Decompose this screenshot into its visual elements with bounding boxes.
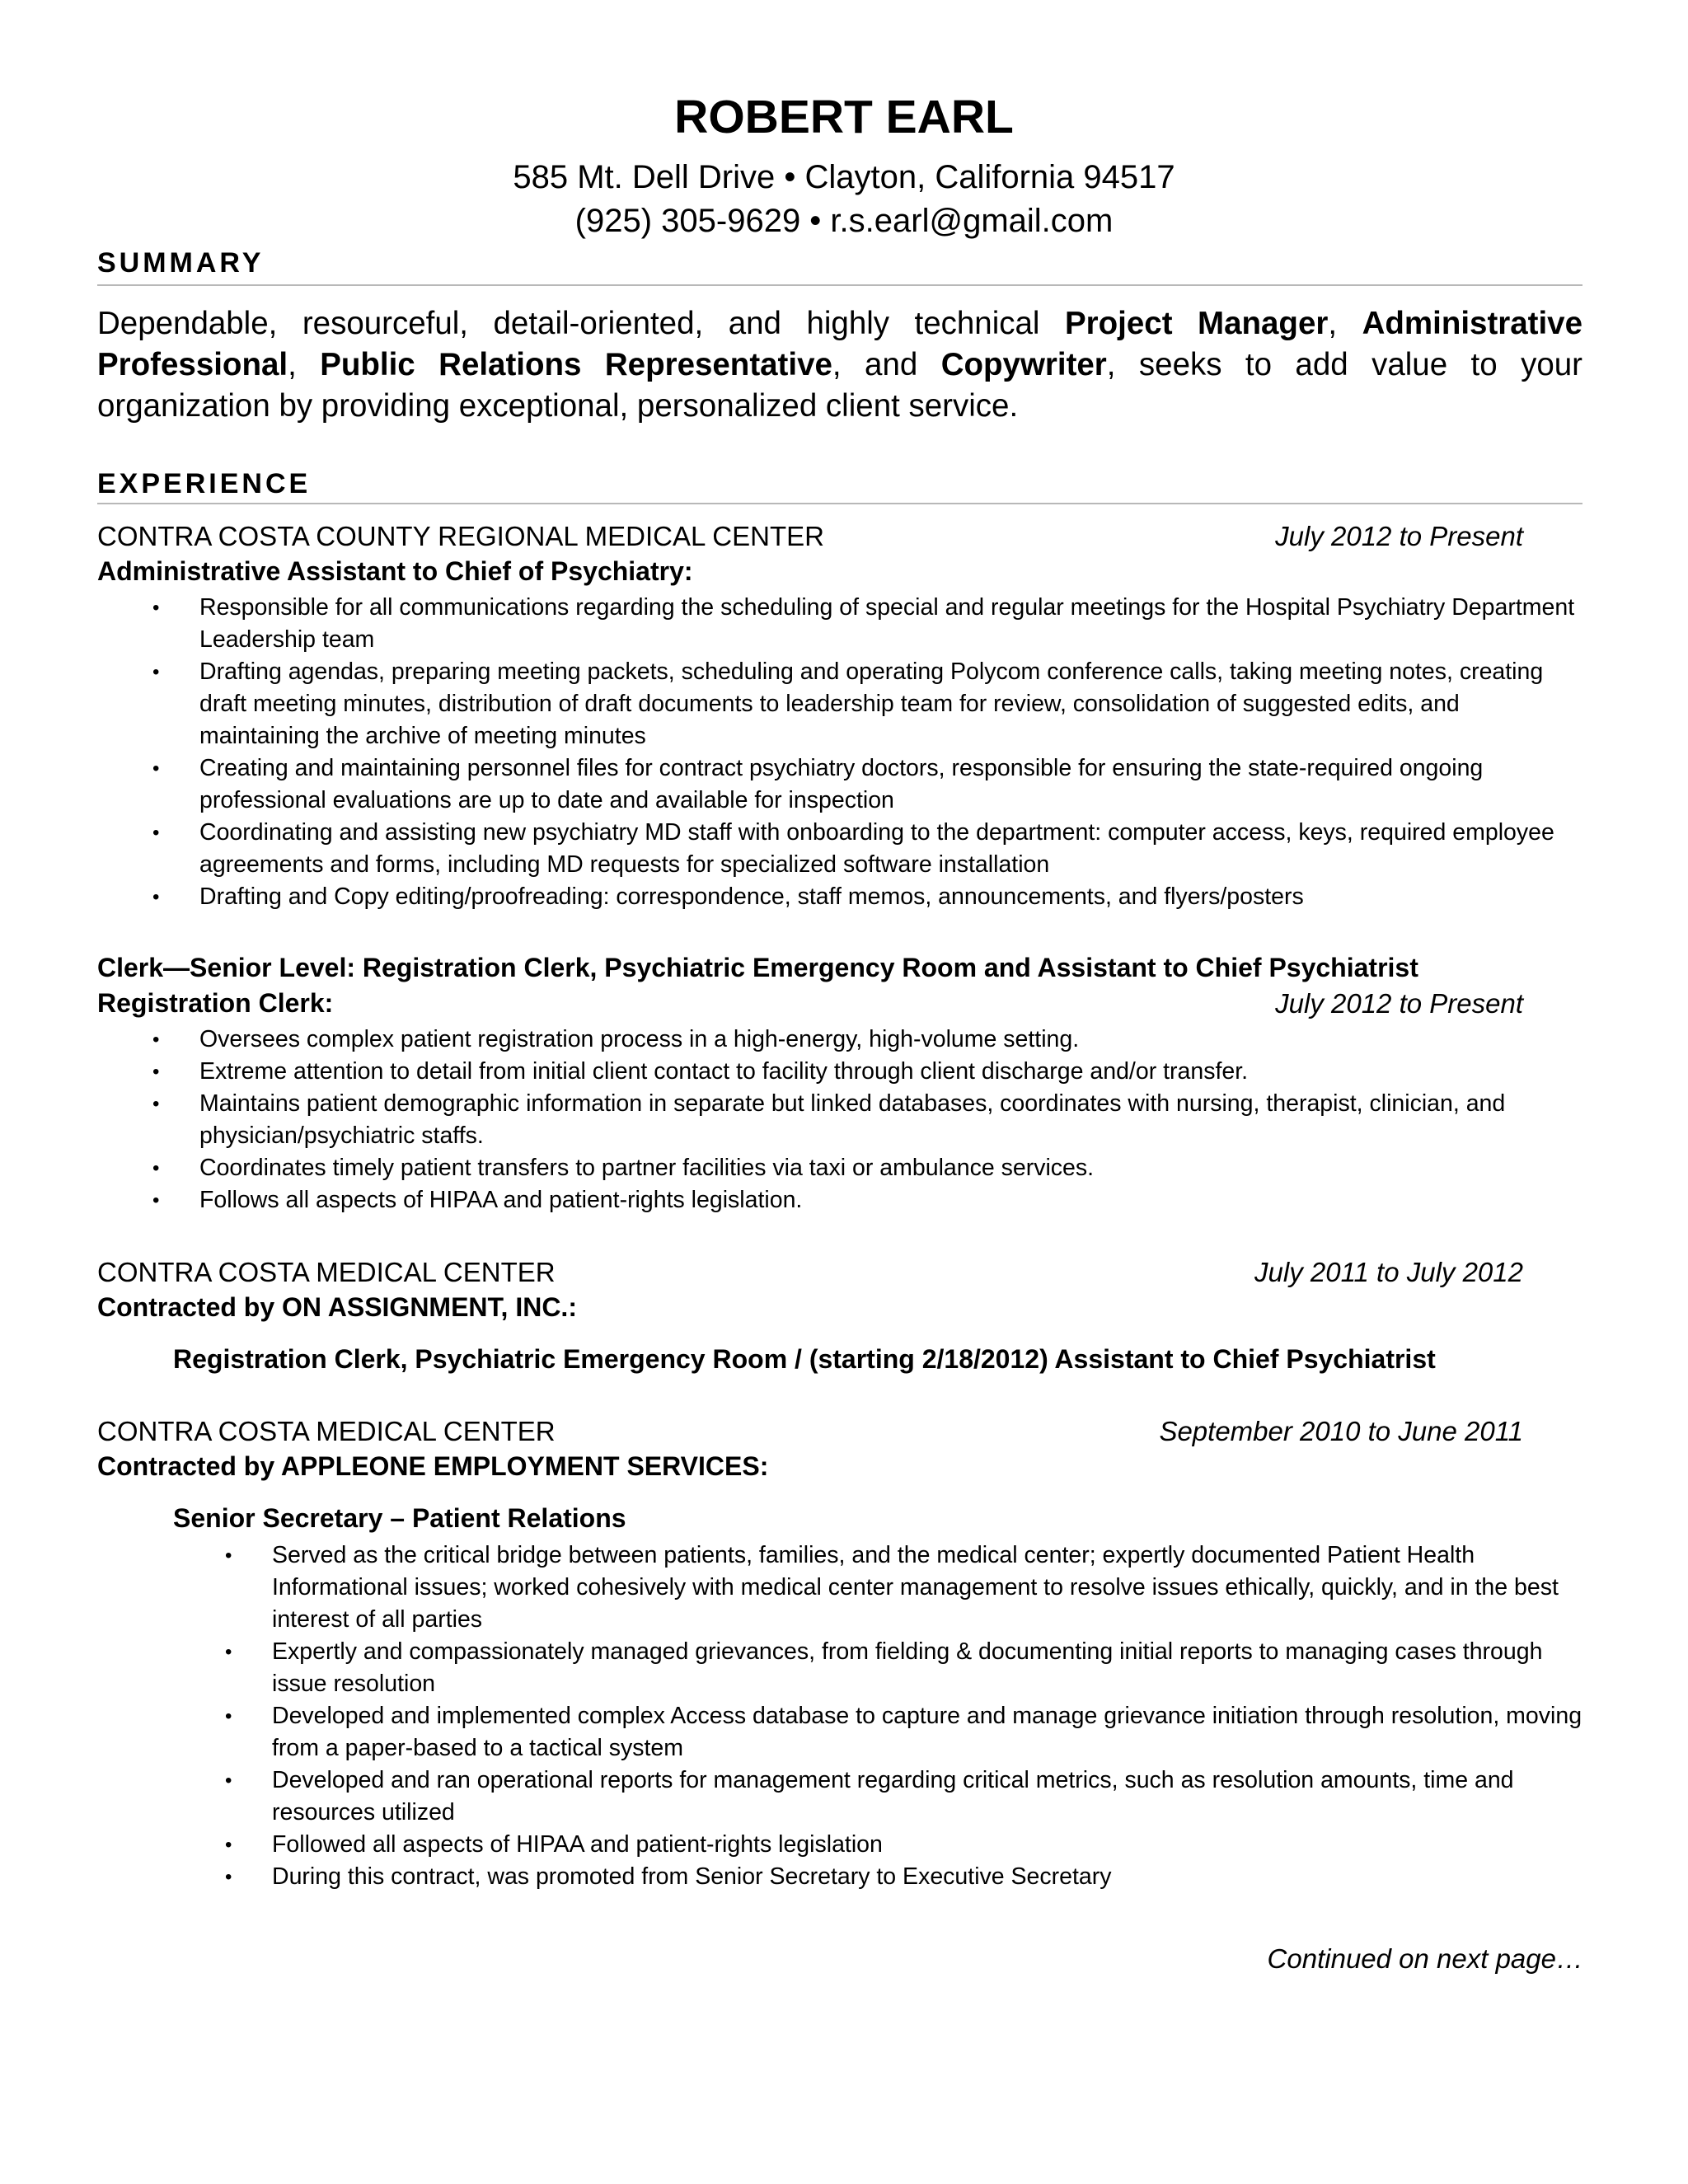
job1-employer: CONTRA COSTA COUNTY REGIONAL MEDICAL CENTER <box>97 521 824 551</box>
job3-employer: CONTRA COSTA MEDICAL CENTER <box>97 1257 556 1287</box>
job4-contract: Contracted by APPLEONE EMPLOYMENT SERVICES: <box>97 1451 769 1481</box>
job2-role: Registration Clerk: <box>97 988 334 1018</box>
job1-bullets <box>152 592 1584 913</box>
list-item: • Followed all aspects of HIPAA and patient-rights legislation <box>272 1829 1584 1861</box>
summary-heading: SUMMARY <box>97 247 265 279</box>
bullet-icon: • <box>152 661 160 683</box>
summary-part: Project Manager <box>1065 306 1329 341</box>
summary-part: Dependable, resourceful, detail-oriented, and highly technical <box>97 306 1065 341</box>
summary-part: Public Relations Representative <box>320 347 832 382</box>
job2-title: Clerk—Senior Level: Registration Clerk, Psychiatric Emergency Room and Assistant to Chief Psychiatrist <box>97 953 1418 982</box>
list-item: • Creating and maintaining personnel files for contract psychiatry doctors, responsible for ensuring the state-required ongoing professional evaluations are up to date and available for inspection <box>199 752 1584 817</box>
summary-part: , and <box>832 347 941 382</box>
summary-rule <box>97 284 1582 286</box>
list-item: • Follows all aspects of HIPAA and patient-rights legislation. <box>199 1184 1584 1216</box>
list-item: • Drafting agendas, preparing meeting packets, scheduling and operating Polycom conference calls, taking meeting notes, creating draft meeting minutes, distribution of draft documents to leadership team for review, consolidation of suggested edits, and maintaining the archive of meeting minutes <box>199 656 1584 752</box>
summary-part: , <box>1328 306 1362 341</box>
experience-heading: EXPERIENCE <box>97 468 312 499</box>
bullet-icon: • <box>225 1705 232 1727</box>
phone-email-line: (925) 305-9629 • r.s.earl@gmail.com <box>574 203 1114 239</box>
bullet-icon: • <box>225 1834 232 1856</box>
list-item: • Developed and ran operational reports for management regarding critical metrics, such as resolution amounts, time and resources utilized <box>272 1765 1584 1829</box>
list-item: • Maintains patient demographic information in separate but linked databases, coordinates with nursing, therapist, clinician, and physician/psychiatric staffs. <box>199 1088 1584 1152</box>
bullet-icon: • <box>152 757 160 780</box>
summary-part: Copywriter <box>940 347 1107 382</box>
summary-part: , <box>288 347 321 382</box>
list-item: • During this contract, was promoted from Senior Secretary to Executive Secretary <box>272 1861 1584 1893</box>
list-item: • Responsible for all communications regarding the scheduling of special and regular meetings for the Hospital Psychiatry Department Leadership team <box>199 592 1584 656</box>
job4-employer: CONTRA COSTA MEDICAL CENTER <box>97 1416 556 1446</box>
bullet-icon: • <box>152 1029 160 1051</box>
job3-role: Registration Clerk, Psychiatric Emergency Room / (starting 2/18/2012) Assistant to Chief Psychiatrist <box>173 1344 1436 1374</box>
job4-date: September 2010 to June 2011 <box>1159 1416 1523 1446</box>
bullet-icon: • <box>152 1189 160 1212</box>
job4-bullets <box>225 1540 1584 1893</box>
job4-role: Senior Secretary – Patient Relations <box>173 1503 626 1533</box>
bullet-icon: • <box>152 1061 160 1083</box>
summary-part: Administrative Professional <box>97 306 1582 382</box>
experience-rule <box>97 503 1582 504</box>
bullet-icon: • <box>225 1866 232 1888</box>
bullet-icon: • <box>152 822 160 844</box>
job3-contract: Contracted by ON ASSIGNMENT, INC.: <box>97 1292 577 1322</box>
bullet-icon: • <box>225 1544 232 1567</box>
list-item: • Expertly and compassionately managed grievances, from fielding & documenting initial reports to managing cases through issue resolution <box>272 1636 1584 1700</box>
summary-part: , seeks to add value to your organization by providing exceptional, personalized client service. <box>97 347 1582 424</box>
continued-note: Continued on next page… <box>1267 1943 1583 1974</box>
job2-date: July 2012 to Present <box>1275 988 1523 1019</box>
candidate-name: ROBERT EARL <box>674 91 1014 143</box>
list-item: • Coordinates timely patient transfers to partner facilities via taxi or ambulance services. <box>199 1152 1584 1184</box>
address-line: 585 Mt. Dell Drive • Clayton, California 94517 <box>513 159 1175 195</box>
list-item: • Developed and implemented complex Access database to capture and manage grievance initiation through resolution, moving from a paper-based to a tactical system <box>272 1700 1584 1765</box>
bullet-icon: • <box>152 597 160 619</box>
list-item: • Coordinating and assisting new psychiatry MD staff with onboarding to the department: computer access, keys, required employee agreements and forms, including MD requests for specialized software installation <box>199 817 1584 881</box>
list-item: • Drafting and Copy editing/proofreading: correspondence, staff memos, announcements, and flyers/posters <box>199 881 1584 913</box>
bullet-icon: • <box>152 1093 160 1115</box>
summary-text <box>97 303 1582 427</box>
bullet-icon: • <box>152 1157 160 1179</box>
job1-date: July 2012 to Present <box>1275 521 1523 551</box>
bullet-icon: • <box>225 1641 232 1663</box>
list-item: • Oversees complex patient registration process in a high-energy, high-volume setting. <box>199 1024 1584 1056</box>
job3-date: July 2011 to July 2012 <box>1254 1257 1523 1287</box>
job2-bullets <box>152 1024 1584 1216</box>
job1-role: Administrative Assistant to Chief of Psychiatry: <box>97 556 693 586</box>
list-item: • Extreme attention to detail from initial client contact to facility through client discharge and/or transfer. <box>199 1056 1584 1088</box>
list-item: • Served as the critical bridge between patients, families, and the medical center; expertly documented Patient Health Informational issues; worked cohesively with medical center management to resolve issues ethically, quickly, and in the best interest of all parties <box>272 1540 1584 1636</box>
bullet-icon: • <box>225 1769 232 1792</box>
bullet-icon: • <box>152 886 160 908</box>
